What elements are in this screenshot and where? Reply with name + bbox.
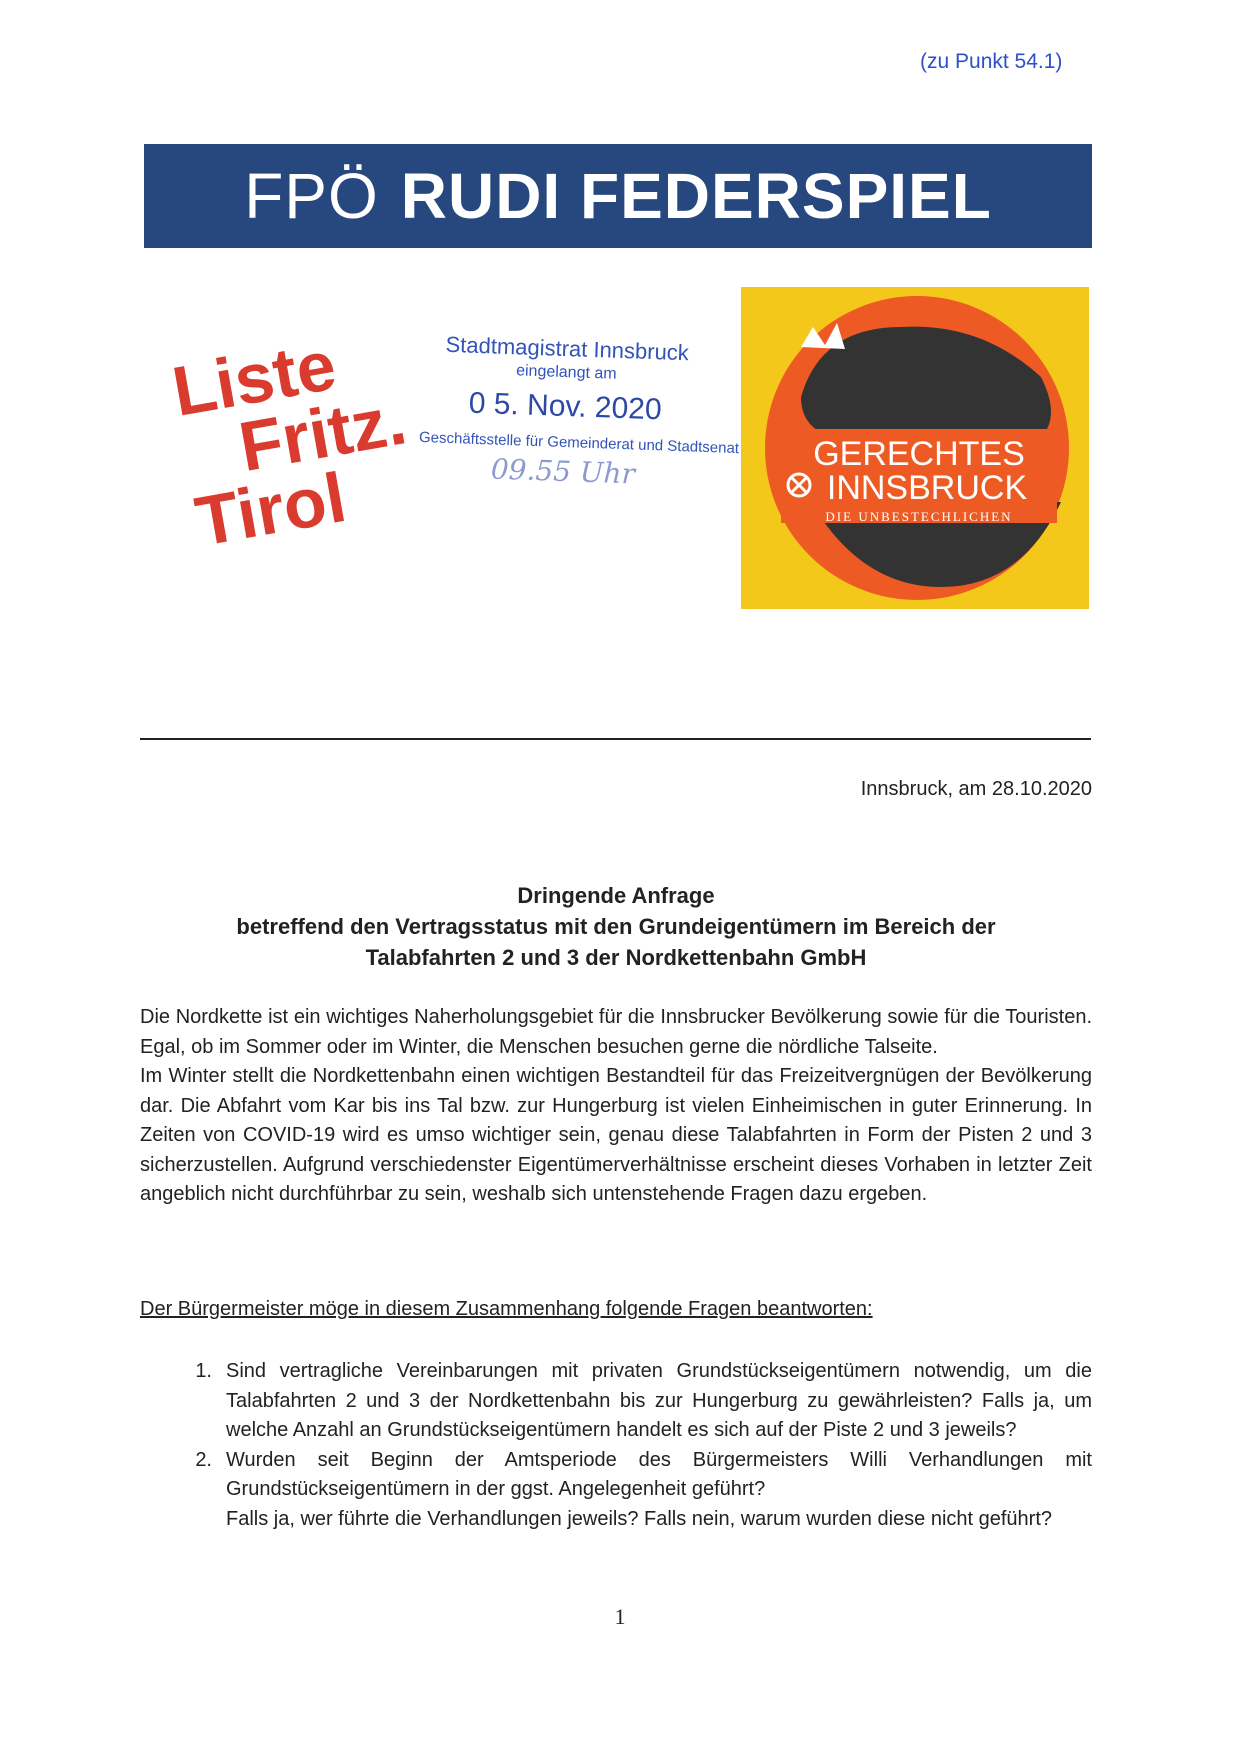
questions-list xyxy=(170,1357,1092,1534)
banner-party: FPÖ xyxy=(244,160,379,232)
list-item xyxy=(170,1446,1092,1535)
liste-line: Fritz. xyxy=(233,380,412,487)
body-paragraph: Im Winter stellt die Nordkettenbahn einen wichtigen Bestandteil für das Freizeitvergnügen der Bevölkerung dar. Die Abfahrt vom Kar bis ins Tal bzw. zur Hungerburg ist vielen Einheimischen in guter Erinnerung. In Zeiten von COVID-19 wird es umso wichtiger sein, genau diese Talabfahrten in Form der Pisten 2 und 3 sicherzustellen. Aufgrund verschiedenster Eigentümerverhältnisse erscheint dieses Vorhaben in letzter Zeit angeblich nicht durchführbar zu sein, weshalb sich untenstehende Fragen dazu ergeben. xyxy=(140,1065,1092,1205)
logo-line3: DIE UNBESTECHLICHEN xyxy=(825,509,1013,524)
question-paragraph: Falls ja, wer führte die Verhandlungen jeweils? Falls nein, warum wurden diese nicht geführt? xyxy=(226,1507,1053,1530)
heading-subtitle: Talabfahrten 2 und 3 der Nordkettenbahn GmbH xyxy=(365,945,867,970)
liste-line: Tirol xyxy=(189,457,352,561)
received-stamp xyxy=(417,331,740,493)
list-item xyxy=(170,1357,1092,1446)
body-text xyxy=(140,1003,1092,1210)
question-number: 1. xyxy=(195,1360,212,1382)
stamp-date: 0 5. Nov. 2020 xyxy=(468,386,663,427)
agenda-reference: (zu Punkt 54.1) xyxy=(920,50,1063,73)
banner-name: RUDI FEDERSPIEL xyxy=(400,160,992,232)
question-number: 2. xyxy=(195,1448,212,1471)
question-text xyxy=(226,1357,1092,1446)
question-paragraph: Wurden seit Beginn der Amtsperiode des Bürgermeisters Willi Verhandlungen mit Grundstückseigentümern in der ggst. Angelegenheit geführt? xyxy=(226,1448,1092,1500)
date-line: Innsbruck, am 28.10.2020 xyxy=(860,778,1092,800)
gerechtes-innsbruck-logo xyxy=(741,287,1089,609)
stamp-received-label: eingelangt am xyxy=(515,362,617,383)
divider-line xyxy=(140,738,1091,740)
page-number: 1 xyxy=(614,1604,626,1629)
stamp-authority: Stadtmagistrat Innsbruck xyxy=(445,331,690,366)
document-heading xyxy=(140,880,1092,973)
questions-lead: Der Bürgermeister möge in diesem Zusammenhang folgende Fragen beantworten: xyxy=(140,1298,873,1320)
question-text xyxy=(226,1446,1092,1535)
stamp-handwritten-time: 09.55 Uhr xyxy=(490,452,636,491)
heading-subtitle: betreffend den Vertragsstatus mit den Grundeigentümern im Bereich der xyxy=(236,914,996,939)
party-banner xyxy=(144,144,1092,248)
question-paragraph: Sind vertragliche Vereinbarungen mit privaten Grundstückseigentümern notwendig, um die Talabfahrten 2 und 3 der Nordkettenbahn bis zur Hungerburg zu gewährleisten? Falls ja, um welche Anzahl an Grundstückseigentümern handelt es sich auf der Piste 2 und 3 jeweils? xyxy=(226,1360,1092,1441)
heading-title: Dringende Anfrage xyxy=(517,883,715,908)
logo-line1: GERECHTES xyxy=(813,435,1025,473)
logo-line2: INNSBRUCK xyxy=(826,469,1028,507)
stamp-office: Geschäftsstelle für Gemeinderat und Stadtsenat xyxy=(418,428,740,458)
liste-line: Liste xyxy=(166,325,342,431)
body-paragraph: Die Nordkette ist ein wichtiges Naherholungsgebiet für die Innsbrucker Bevölkerung sowie für die Touristen. Egal, ob im Sommer oder im Winter, die Menschen besuchen gerne die nördliche Talseite. xyxy=(140,1006,1092,1058)
